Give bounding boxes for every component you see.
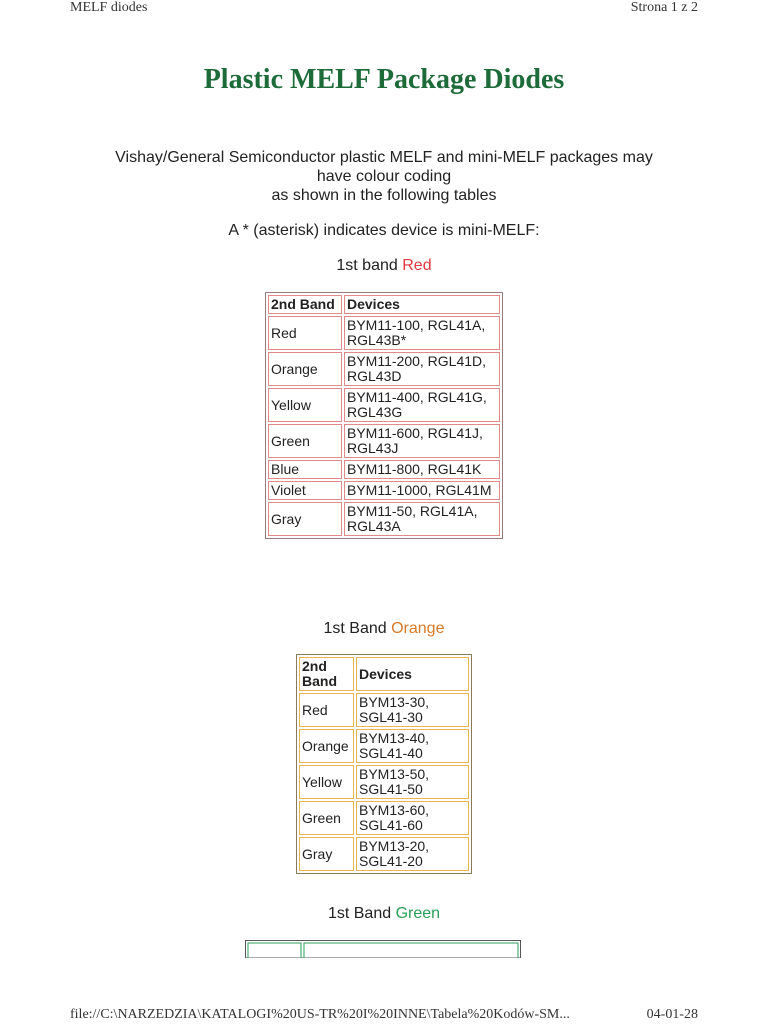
devices-cell: BYM13-50, SGL41-50 — [356, 765, 469, 799]
intro-line-1: Vishay/General Semiconductor plastic MELF and mini-MELF packages may — [115, 149, 653, 166]
devices-cell: BYM11-100, RGL41A, RGL43B* — [344, 316, 500, 350]
table-row — [299, 765, 469, 799]
table-row — [299, 837, 469, 871]
intro-paragraph — [70, 148, 698, 205]
devices-cell: BYM11-600, RGL41J, RGL43J — [344, 424, 500, 458]
devices-cell: BYM11-50, RGL41A, RGL43A — [344, 502, 500, 536]
devices-cell: BYM11-200, RGL41D, RGL43D — [344, 352, 500, 386]
table-row — [268, 388, 500, 422]
footer-date: 04-01-28 — [646, 1007, 698, 1022]
devices-cell: BYM13-30, SGL41-30 — [356, 693, 469, 727]
band-color-cell: Red — [299, 693, 354, 727]
red-band-heading-color: Red — [402, 257, 432, 274]
table-row — [268, 502, 500, 536]
band-color-cell: Green — [299, 801, 354, 835]
orange-band-table — [296, 654, 472, 874]
column-header-2nd-band: 2nd Band — [299, 657, 354, 691]
table-row — [268, 424, 500, 458]
table-header-row — [299, 657, 469, 691]
intro-line-2: have colour coding — [316, 168, 452, 185]
green-band-heading-prefix: 1st Band — [327, 905, 392, 922]
green-band-table-top-edge — [245, 940, 521, 958]
column-header-2nd-band: 2nd Band — [268, 295, 342, 314]
band-color-cell: Blue — [268, 460, 342, 479]
band-color-cell: Yellow — [268, 388, 342, 422]
band-color-cell: Violet — [268, 481, 342, 500]
table-row — [268, 460, 500, 479]
band-color-cell: Orange — [299, 729, 354, 763]
band-color-cell: Red — [268, 316, 342, 350]
table-row — [299, 801, 469, 835]
footer-file-path: file://C:\NARZEDZIA\KATALOGI%20US-TR%20I%20INNE\Tabela%20Kodów-SM... — [70, 1007, 570, 1022]
header-page-number: Strona 1 z 2 — [630, 0, 698, 15]
table-row — [299, 693, 469, 727]
table-header-row — [268, 295, 500, 314]
intro-line-3: as shown in the following tables — [271, 187, 497, 204]
column-header-devices: Devices — [344, 295, 500, 314]
devices-cell: BYM11-1000, RGL41M — [344, 481, 500, 500]
band-color-cell: Yellow — [299, 765, 354, 799]
orange-band-heading — [0, 620, 768, 638]
devices-cell: BYM13-40, SGL41-40 — [356, 729, 469, 763]
table-row — [268, 352, 500, 386]
band-color-cell: Green — [268, 424, 342, 458]
green-band-heading — [0, 905, 768, 923]
page-title: Plastic MELF Package Diodes — [203, 64, 565, 95]
red-band-table — [265, 292, 503, 539]
orange-band-heading-color: Orange — [391, 620, 445, 637]
devices-cell: BYM13-20, SGL41-20 — [356, 837, 469, 871]
green-band-heading-color: Green — [395, 905, 441, 922]
band-color-cell: Gray — [299, 837, 354, 871]
orange-band-heading-prefix: 1st Band — [323, 620, 387, 637]
band-color-cell: Orange — [268, 352, 342, 386]
devices-cell: BYM11-800, RGL41K — [344, 460, 500, 479]
table-row — [268, 316, 500, 350]
asterisk-note: A * (asterisk) indicates device is mini-MELF: — [228, 222, 540, 239]
red-band-heading-prefix: 1st band — [336, 257, 398, 274]
devices-cell: BYM11-400, RGL41G, RGL43G — [344, 388, 500, 422]
devices-cell: BYM13-60, SGL41-60 — [356, 801, 469, 835]
band-color-cell: Gray — [268, 502, 342, 536]
column-header-devices: Devices — [356, 657, 469, 691]
table-row — [268, 481, 500, 500]
header-document-title: MELF diodes — [70, 0, 148, 15]
table-row — [299, 729, 469, 763]
red-band-heading — [0, 257, 768, 275]
